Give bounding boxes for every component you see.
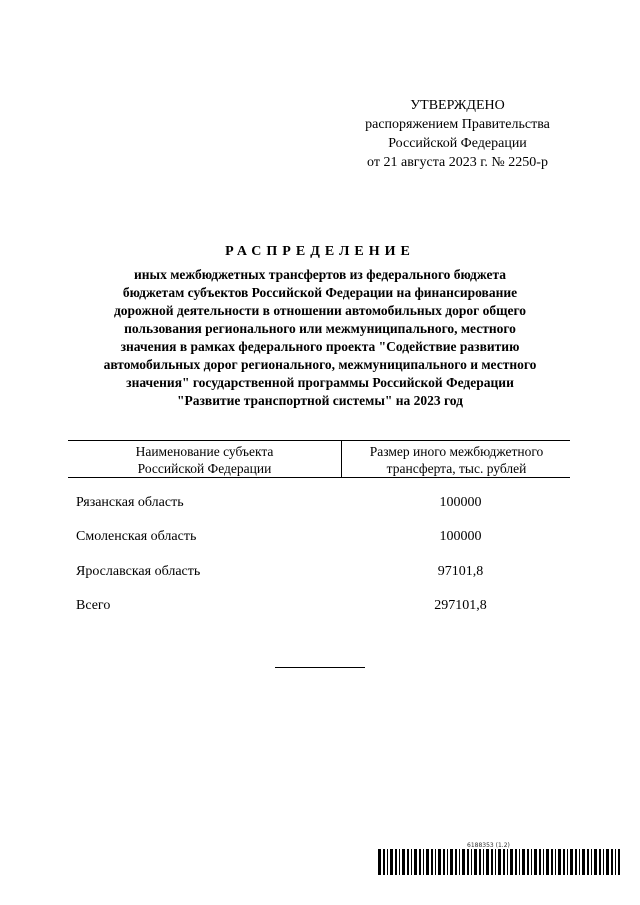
table-row	[76, 527, 570, 547]
approval-title: УТВЕРЖДЕНО	[410, 98, 505, 113]
approval-line: распоряжением Правительства	[365, 117, 550, 132]
subtitle-line: автомобильных дорог регионального, межмуниципального и местного	[103, 357, 537, 372]
approval-date-number: от 21 августа 2023 г. № 2250-р	[367, 155, 548, 170]
header-text: Наименование субъекта	[135, 444, 274, 459]
subject-name: Смоленская область	[76, 529, 197, 544]
column-header-amount	[343, 441, 570, 477]
subtitle-line: дорожной деятельности в отношении автомобильных дорог общего	[113, 303, 527, 318]
subtitle-line: иных межбюджетных трансфертов из федерального бюджета	[133, 267, 507, 282]
total-label: Всего	[76, 598, 111, 613]
table-header	[68, 440, 570, 478]
document-code: 6188353 (1.2)	[467, 842, 510, 849]
subtitle-line: значения в рамках федерального проекта "Содействие развитию	[120, 339, 520, 354]
approval-line: Российской Федерации	[388, 136, 527, 151]
column-header-subject	[68, 441, 342, 477]
barcode	[378, 849, 620, 875]
table-row	[76, 493, 570, 513]
subtitle-line: значения" государственной программы Российской Федерации	[126, 375, 514, 390]
document-heading: РАСПРЕДЕЛЕНИЕ	[225, 244, 415, 259]
table-row-total	[76, 596, 570, 616]
subtitle-line: бюджетам субъектов Российской Федерации на финансирование	[122, 285, 518, 300]
transfer-amount: 97101,8	[437, 564, 484, 579]
header-text: трансферта, тыс. рублей	[386, 461, 527, 476]
subtitle-line: пользования регионального или межмуниципального, местного	[124, 321, 516, 336]
subject-name: Ярославская область	[76, 564, 201, 579]
table-row	[76, 562, 570, 582]
header-text: Размер иного межбюджетного	[369, 444, 544, 459]
subject-name: Рязанская область	[76, 495, 184, 510]
header-text: Российской Федерации	[137, 461, 272, 476]
subtitle-line: "Развитие транспортной системы" на 2023 год	[176, 393, 463, 408]
transfer-amount: 100000	[439, 529, 482, 544]
document-subtitle	[60, 266, 580, 410]
approval-block	[340, 96, 575, 172]
transfer-amount: 100000	[439, 495, 482, 510]
total-amount: 297101,8	[434, 598, 487, 613]
end-divider	[275, 667, 365, 668]
